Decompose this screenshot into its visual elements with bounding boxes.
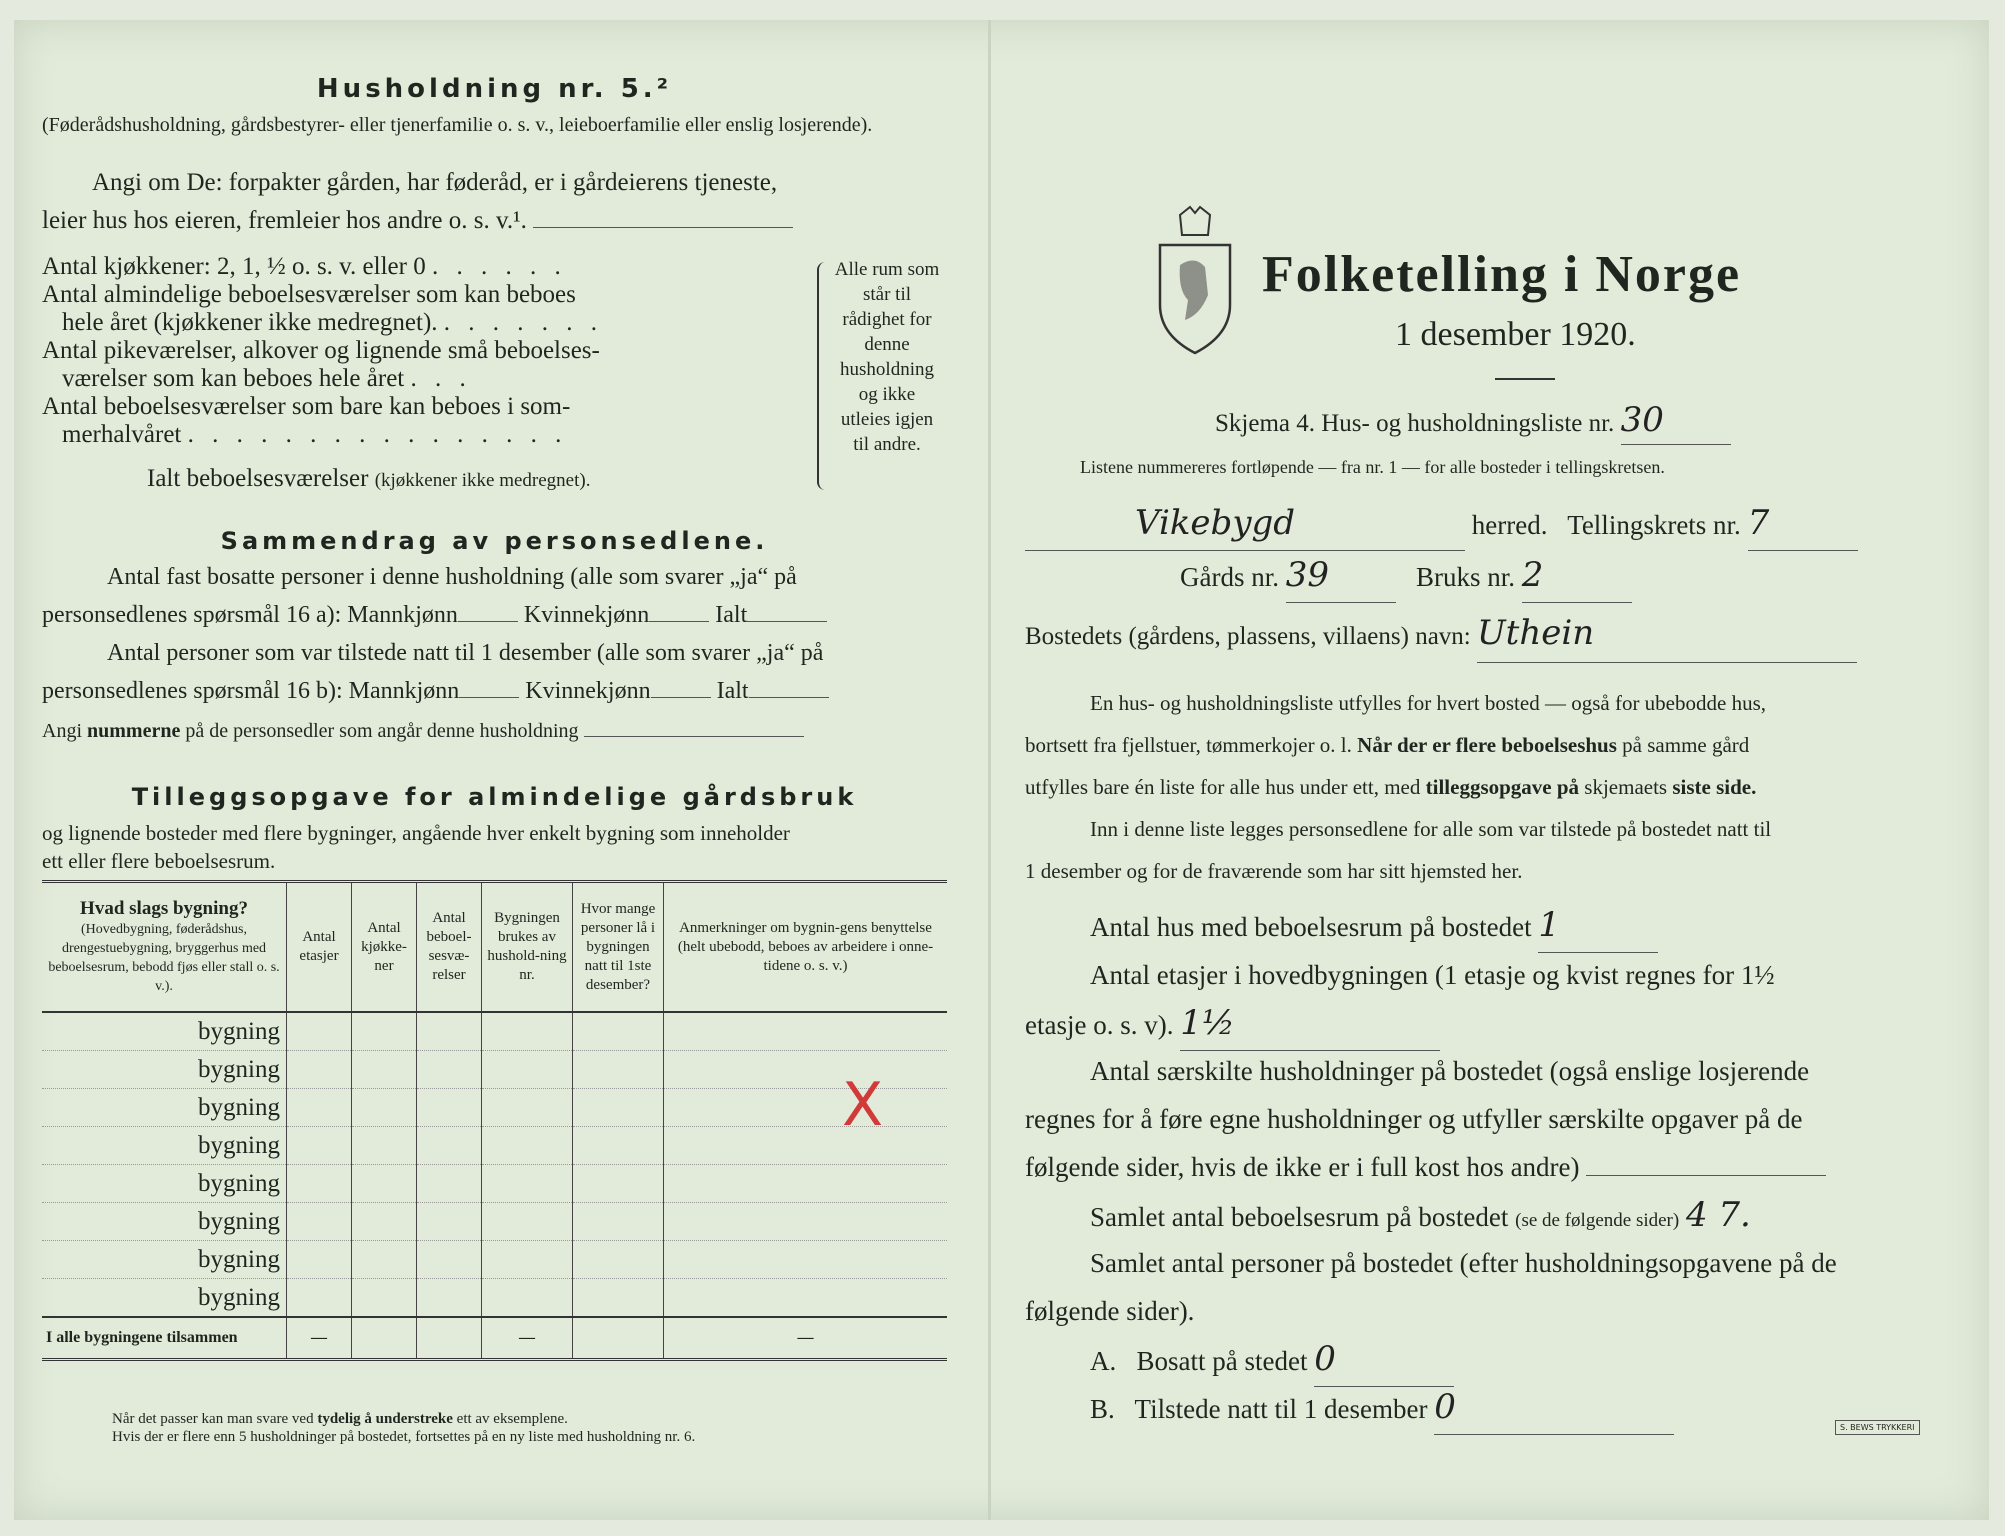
building-row-cell (287, 1012, 352, 1051)
total-household: — (482, 1317, 573, 1360)
building-row-cell (287, 1089, 352, 1127)
building-row-cell (352, 1089, 417, 1127)
building-row-cell (664, 1165, 948, 1203)
info-line-5: 1 desember og for de fraværende som har sitt hjemsted her. (1025, 859, 1523, 883)
bosted-line: Bostedets (gårdens, plassens, villaens) navn: Uthein (1025, 608, 1925, 663)
building-row-cell (287, 1165, 352, 1203)
sarskilte-line-1: Antal særskilte husholdninger på bostedet (også enslige losjerende (1090, 1056, 1810, 1086)
building-row-label: bygning (42, 1127, 287, 1165)
sarskilte-line-2: regnes for å føre egne husholdninger og utfyller særskilte opgaver på de (1025, 1104, 1803, 1134)
household-intro: (Føderådshusholdning, gårdsbestyrer- eller tjenerfamilie o. s. v., leieboerfamilie eller enslig losjerende). (42, 114, 873, 136)
building-row-cell (417, 1127, 482, 1165)
building-row-label: bygning (42, 1089, 287, 1127)
total-remarks: — (664, 1317, 948, 1360)
building-row-cell (482, 1241, 573, 1279)
total-floors: — (287, 1317, 352, 1360)
title-rule (1495, 378, 1555, 380)
rooms-summer-2: merhalvåret . . . . . . . . . . . . . . . . (62, 421, 568, 448)
col-building-type: Hvad slags bygning? (Hovedbygning, føderådshus, drengestuebygning, bryggerhus med beboelsesrum, bebodd fjøs eller stall o. s. v.). (42, 882, 287, 1013)
building-row-cell (417, 1089, 482, 1127)
samlet-pers-line-2: følgende sider). (1025, 1296, 1195, 1326)
building-row-cell (417, 1241, 482, 1279)
total-persons (573, 1317, 664, 1360)
left-page (42, 70, 947, 1490)
building-row-label: bygning (42, 1012, 287, 1051)
building-row-cell (664, 1203, 948, 1241)
building-row-cell (287, 1241, 352, 1279)
total-rooms (417, 1317, 482, 1360)
angi-nummerne: Angi nummerne på de personsedler som angår denne husholdning (42, 716, 947, 746)
building-row-label: bygning (42, 1051, 287, 1089)
sarskilte-line-3: følgende sider, hvis de ikke er i full kost hos andre) (1025, 1142, 1925, 1192)
coat-of-arms-icon (1150, 205, 1240, 355)
census-title: Folketelling i Norge (1262, 246, 1742, 303)
building-row (42, 1051, 947, 1089)
rooms-brace-note: Alle rum som står til rådighet for denne husholdning og ikke utleies igjen til andre. (834, 259, 940, 455)
building-row-cell (352, 1012, 417, 1051)
summary-title: Sammendrag av personsedlene. (220, 527, 769, 555)
rooms-ordinary-2: hele året (kjøkkener ikke medregnet). . . . . . . . (62, 309, 604, 336)
building-row-cell (664, 1279, 948, 1318)
rooms-summer-1: Antal beboelsesværelser som bare kan beboes i som- (42, 393, 571, 420)
building-row (42, 1279, 947, 1318)
listene-note: Listene nummereres fortløpende — fra nr. 1 — for alle bosteder i tellingskretsen. (1080, 457, 1665, 477)
tillegg-text-1: og lignende bosteder med flere bygninger, angående hver enkelt bygning som inneholder (42, 821, 790, 845)
building-row-cell (352, 1165, 417, 1203)
etasjer-line-2: etasje o. s. v). 1½ (1025, 998, 1925, 1051)
building-row-cell (573, 1012, 664, 1051)
printer-stamp: S. BEWS TRYKKERI (1835, 1420, 1920, 1435)
info-line-1: En hus- og husholdningsliste utfylles for hvert bosted — også for ubebodde hus, (1090, 691, 1766, 715)
rooms-total: Ialt beboelsesværelser (kjøkkener ikke medregnet). (147, 465, 591, 492)
col-floors: Antal etasjer (287, 882, 352, 1013)
samlet-pers-line-1: Samlet antal personer på bostedet (efter husholdningsopgavene på de (1090, 1248, 1837, 1278)
rooms-brace (817, 262, 833, 490)
building-row-cell (352, 1127, 417, 1165)
info-line-2: bortsett fra fjellstuer, tømmerkojer o. l. Når der er flere beboelseshus på samme gård (1025, 733, 1750, 757)
building-row-cell (352, 1241, 417, 1279)
building-row-cell (417, 1165, 482, 1203)
building-row-cell (664, 1241, 948, 1279)
samlet-rum-line: Samlet antal beboelsesrum på bostedet (se de følgende sider) 4 7. (1090, 1195, 1751, 1235)
building-row-cell (573, 1127, 664, 1165)
tillegg-text-2: ett eller flere beboelsesrum. (42, 849, 276, 873)
herred-line: Vikebygd herred. Tellingskrets nr. 7 (1025, 498, 1925, 551)
building-row-label: bygning (42, 1241, 287, 1279)
antal-hus-line: Antal hus med beboelsesrum på bostedet 1 (1090, 900, 1925, 953)
building-row-cell (573, 1165, 664, 1203)
building-row-label: bygning (42, 1203, 287, 1241)
building-row-cell (664, 1051, 948, 1089)
rooms-kitchens: Antal kjøkkener: 2, 1, ½ o. s. v. eller 0 . . . . . . (42, 253, 567, 280)
bosatt-line: A. Bosatt på stedet 0 (1090, 1334, 1925, 1387)
footnote-1: Når det passer kan man svare ved tydelig å understreke ett av eksemplene. (112, 1411, 568, 1427)
total-label: I alle bygningene tilsammen (42, 1317, 287, 1360)
col-household-nr: Bygningen brukes av hushold-ning nr. (482, 882, 573, 1013)
building-row-cell (573, 1203, 664, 1241)
summary-a-line-1: Antal fast bosatte personer i denne husholdning (alle som svarer „ja“ på (107, 564, 797, 590)
building-row (42, 1203, 947, 1241)
building-row-cell (287, 1127, 352, 1165)
building-row-cell (573, 1051, 664, 1089)
building-row-cell (482, 1051, 573, 1089)
angi-line-2: leier hus hos eieren, fremleier hos andre o. s. v.¹. (42, 206, 947, 236)
building-row-cell (573, 1089, 664, 1127)
col-kitchens: Antal kjøkke-ner (352, 882, 417, 1013)
building-row-cell (417, 1051, 482, 1089)
building-row (42, 1089, 947, 1127)
building-row-cell (352, 1279, 417, 1318)
building-row-cell (664, 1089, 948, 1127)
building-row-cell (573, 1241, 664, 1279)
household-title: Husholdning nr. 5.² (316, 74, 673, 104)
building-row-cell (664, 1127, 948, 1165)
building-row-cell (417, 1203, 482, 1241)
building-row-cell (352, 1051, 417, 1089)
summary-a-line-2: personsedlenes spørsmål 16 a): Mannkjønn Kvinnekjønn Ialt (42, 600, 947, 630)
building-row-cell (482, 1012, 573, 1051)
building-row-cell (573, 1279, 664, 1318)
building-row-cell (482, 1165, 573, 1203)
census-date: 1 desember 1920. (1395, 316, 1636, 353)
tillegg-title: Tilleggsopgave for almindelige gårdsbruk (131, 783, 858, 811)
building-row-label: bygning (42, 1165, 287, 1203)
col-rooms: Antal beboel-sesvæ-relser (417, 882, 482, 1013)
building-row-cell (352, 1203, 417, 1241)
summary-b-line-1: Antal personer som var tilstede natt til 1 desember (alle som svarer „ja“ på (107, 640, 824, 666)
page-fold (988, 20, 991, 1520)
building-row (42, 1127, 947, 1165)
rooms-small-1: Antal pikeværelser, alkover og lignende små beboelses- (42, 337, 600, 364)
building-row-cell (287, 1279, 352, 1318)
tilstede-line: B. Tilstede natt til 1 desember 0 (1090, 1382, 1925, 1435)
buildings-table (42, 880, 947, 1361)
skjema-line: Skjema 4. Hus- og husholdningsliste nr. 30 (1215, 400, 1925, 445)
building-row (42, 1165, 947, 1203)
building-row-cell (482, 1089, 573, 1127)
building-row-cell (417, 1279, 482, 1318)
info-line-3: utfylles bare én liste for alle hus under ett, med tilleggsopgave på skjemaets siste side. (1025, 775, 1757, 799)
info-line-4: Inn i denne liste legges personsedlene for alle som var tilstede på bostedet natt til (1090, 817, 1772, 841)
building-row-cell (417, 1012, 482, 1051)
building-row-label: bygning (42, 1279, 287, 1318)
footnote-2: Hvis der er flere enn 5 husholdninger på bostedet, fortsettes på en ny liste med husholdning nr. 6. (112, 1429, 696, 1445)
building-row-cell (287, 1051, 352, 1089)
summary-b-line-2: personsedlenes spørsmål 16 b): Mannkjønn Kvinnekjønn Ialt (42, 676, 947, 706)
red-x-mark: X (842, 1070, 884, 1140)
angi-line-1: Angi om De: forpakter gården, har føderåd, er i gårdeierens tjeneste, (92, 169, 778, 196)
building-row-cell (482, 1203, 573, 1241)
col-remarks: Anmerkninger om bygnin-gens benyttelse (helt ubebodd, beboes av arbeidere i onne-tidene o. s. v.) (664, 882, 948, 1013)
right-page (1025, 70, 1925, 1490)
etasjer-line-1: Antal etasjer i hovedbygningen (1 etasje og kvist regnes for 1½ (1090, 960, 1775, 990)
building-row (42, 1012, 947, 1051)
building-row-cell (482, 1279, 573, 1318)
total-kitchens (352, 1317, 417, 1360)
rooms-ordinary-1: Antal almindelige beboelsesværelser som kan beboes (42, 281, 576, 308)
building-row-cell (482, 1127, 573, 1165)
rooms-small-2: værelser som kan beboes hele året . . . (62, 365, 472, 392)
col-persons: Hvor mange personer lå i bygningen natt til 1ste desember? (573, 882, 664, 1013)
gards-line: Gårds nr. 39 Bruks nr. 2 (1180, 550, 1925, 603)
building-row-cell (664, 1012, 948, 1051)
building-row-cell (287, 1203, 352, 1241)
building-row (42, 1241, 947, 1279)
